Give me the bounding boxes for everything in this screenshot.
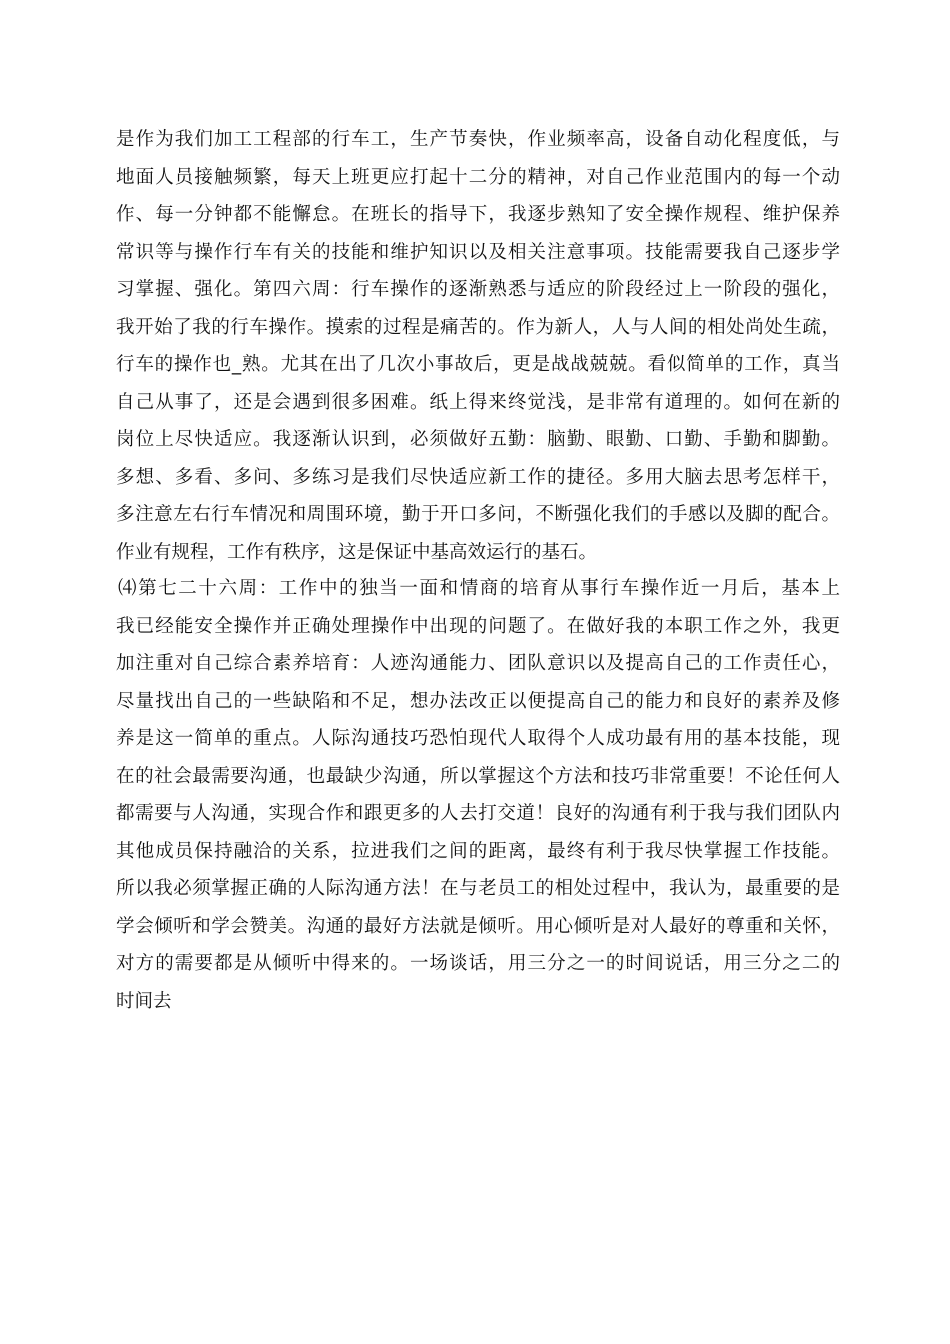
text-line: 我开始了我的行车操作。摸索的过程是痛苦的。作为新人，人与人间的相处尚处生疏， [116, 316, 840, 338]
text-line: 对方的需要都是从倾听中得来的。一场谈话，用三分之一的时间说话，用三分之二的 [116, 953, 840, 974]
text-line: 所以我必须掌握正确的人际沟通方法！在与老员工的相处过程中，我认为，最重要的是 [116, 878, 840, 899]
text-line: 地面人员接触频繁，每天上班更应打起十二分的精神，对自己作业范围内的每一个动 [116, 166, 840, 188]
text-line: 在的社会最需要沟通，也最缺少沟通，所以掌握这个方法和技巧非常重要！不论任何人 [116, 765, 840, 787]
text-line: 是作为我们加工工程部的行车工，生产节奏快，作业频率高，设备自动化程度低，与 [116, 129, 840, 150]
text-line: 我已经能安全操作并正确处理操作中出现的问题了。在做好我的本职工作之外，我更 [116, 615, 840, 637]
text-line: 学会倾听和学会赞美。沟通的最好方法就是倾听。用心倾听是对人最好的尊重和关怀， [116, 915, 840, 937]
text-line: 加注重对自己综合素养培育：人迹沟通能力、团队意识以及提高自己的工作责任心， [116, 653, 840, 674]
text-line: 作业有规程，工作有秩序，这是保证中基高效运行的基石。 [116, 541, 598, 563]
text-line: 岗位上尽快适应。我逐渐认识到，必须做好五勤：脑勤、眼勤、口勤、手勤和脚勤。 [116, 429, 840, 450]
text-line: 习掌握、强化。第四六周：行车操作的逐渐熟悉与适应的阶段经过上一阶段的强化， [116, 279, 840, 300]
body-paragraph-1 [116, 121, 840, 571]
text-line: 时间去 [116, 990, 172, 1012]
text-line: 多注意左右行车情况和周围环境，勤于开口多问，不断强化我们的手感以及脚的配合。 [116, 504, 840, 525]
text-line: 养是这一简单的重点。人际沟通技巧恐怕现代人取得个人成功最有用的基本技能，现 [116, 728, 840, 749]
text-line: 多想、多看、多问、多练习是我们尽快适应新工作的捷径。多用大脑去思考怎样干， [116, 466, 840, 488]
text-line: 其他成员保持融洽的关系，拉进我们之间的距离，最终有利于我尽快掌握工作技能。 [116, 840, 840, 862]
text-line: 尽量找出自己的一些缺陷和不足，想办法改正以便提高自己的能力和良好的素养及修 [116, 690, 840, 712]
text-line: 都需要与人沟通，实现合作和跟更多的人去打交道！良好的沟通有利于我与我们团队内 [116, 803, 840, 824]
text-line: 行车的操作也_熟。尤其在出了几次小事故后，更是战战兢兢。看似简单的工作，真当 [116, 354, 840, 375]
text-line: 自己从事了，还是会遇到很多困难。纸上得来终觉浅，是非常有道理的。如何在新的 [116, 391, 840, 413]
text-line: ⑷第七二十六周：工作中的独当一面和情商的培育从事行车操作近一月后，基本上 [118, 578, 840, 599]
body-paragraph-2 [116, 570, 840, 1020]
text-line: 常识等与操作行车有关的技能和维护知识以及相关注意事项。技能需要我自己逐步学 [116, 241, 840, 263]
text-line: 作、每一分钟都不能懈怠。在班长的指导下，我逐步熟知了安全操作规程、维护保养 [116, 204, 840, 225]
